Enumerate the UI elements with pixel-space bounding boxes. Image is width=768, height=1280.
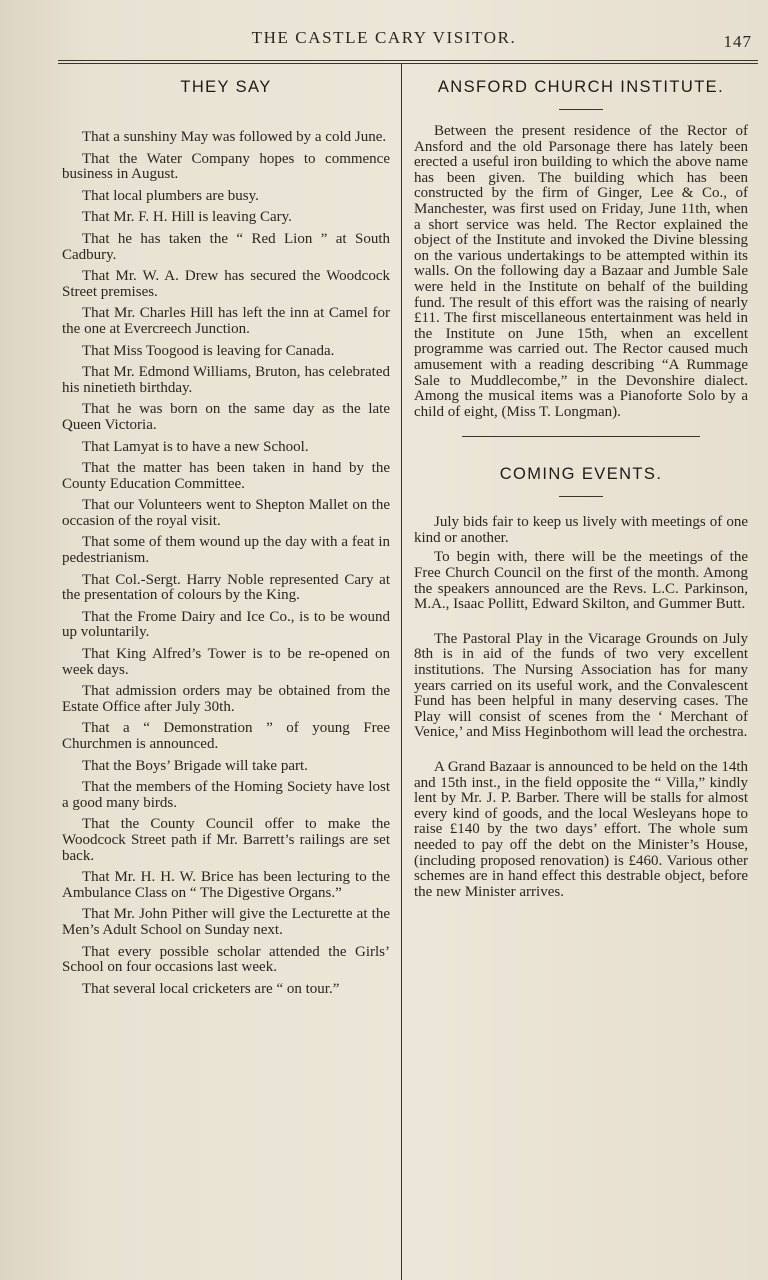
they-say-column bbox=[62, 78, 390, 1003]
they-say-item: That the Boys’ Brigade will take part. bbox=[82, 757, 308, 774]
they-say-heading: THEY SAY bbox=[180, 78, 272, 96]
coming-events-rule bbox=[559, 496, 603, 497]
header-rule bbox=[58, 60, 758, 61]
they-say-item: That the matter has been taken in hand by the County Education Committee. bbox=[62, 460, 390, 492]
event-paragraph: A Grand Bazaar is announced to be held on the 14th and 15th inst., in the field opposite the “ Villa,” kindly lent by Mr. J. P. Barber. There will be stalls for almost every kind of goods, and the local Wesleyans hope to raise £140 by the two days’ effort. The whole sum needed to pay off the debt on the Minister’s House, (including proposed renovation) is £460. Various other schemes are in hand effect this destrable object, before the new Minister arrives. bbox=[414, 759, 748, 900]
they-say-item: That the Frome Dairy and Ice Co., is to be wound up voluntarily. bbox=[62, 608, 390, 641]
ansford-heading: ANSFORD CHURCH INSTITUTE. bbox=[437, 78, 725, 96]
they-say-item: That Mr. H. H. W. Brice has been lecturing to the Ambulance Class on “ The Digestive Organs.” bbox=[62, 869, 390, 901]
they-say-item: That King Alfred’s Tower is to be re-opened on week days. bbox=[62, 646, 390, 678]
they-say-list bbox=[62, 130, 390, 997]
they-say-item: That our Volunteers went to Shepton Mallet on the occasion of the royal visit. bbox=[62, 497, 390, 529]
event-paragraph: The Pastoral Play in the Vicarage Grounds on July 8th is in aid of the funds of two very excellent institutions. The Nursing Association has for many years carried on its useful work, and the Convalescent Fund has been helpful in many deserving cases. The Play will consist of scenes from the ‘ Merchant of Venice,’ and Miss Heginbothom will lead the orchestra. bbox=[414, 630, 748, 741]
they-say-item: That Mr. John Pither will give the Lecturette at the Men’s Adult School on Sunday next. bbox=[62, 906, 390, 938]
coming-events-section bbox=[414, 465, 748, 900]
ansford-body: Between the present residence of the Rector of Ansford and the old Parsonage there has lately been erected a useful iron building to which the above name has been given. The building which has been constructed by the firm of Ginger, Lee & Co., of Manchester, was first used on Friday, June 11th, when a short service was held. The Rector explained the object of the Institute and invoked the Divine blessing on the various undertakings to be attempted within its walls. On the following day a Bazaar and Jumble Sale were held in the Institute on behalf of the building fund. The result of this effort was the raising of nearly £11. The first miscellaneous entertainment was held in the Institute on June 15th, when an excellent programme was carried out. The Rector caused much amusement with a reading describing “A Rummage Sale to Muddlecombe,” in the Devonshire dialect. Among the musical items was a Pianoforte Solo by a child of eight, (Miss T. Longman). bbox=[414, 123, 748, 420]
page-number: 147 bbox=[723, 32, 752, 51]
they-say-item: That admission orders may be obtained from the Estate Office after July 30th. bbox=[62, 683, 390, 715]
header-rule-double bbox=[58, 63, 758, 64]
section-separator bbox=[462, 436, 700, 437]
running-head: THE CASTLE CARY VISITOR. bbox=[251, 28, 517, 47]
they-say-item: That the members of the Homing Society have lost a good many birds. bbox=[62, 779, 390, 811]
they-say-item: That he was born on the same day as the late Queen Victoria. bbox=[62, 401, 390, 433]
they-say-item: That Lamyat is to have a new School. bbox=[82, 438, 309, 455]
they-say-item: That Col.-Sergt. Harry Noble represented Cary at the presentation of colours by the King. bbox=[62, 571, 390, 604]
they-say-item: That Mr. W. A. Drew has secured the Woodcock Street premises. bbox=[62, 268, 390, 300]
they-say-item: That Mr. Charles Hill has left the inn at Camel for the one at Evercreech Junction. bbox=[62, 305, 390, 337]
they-say-item: That he has taken the “ Red Lion ” at South Cadbury. bbox=[62, 230, 390, 263]
column-divider bbox=[401, 64, 402, 1280]
they-say-item: That the County Council offer to make the Woodcock Street path if Mr. Barrett’s railings are set back. bbox=[62, 816, 390, 864]
they-say-item: That several local cricketers are “ on tour.” bbox=[82, 980, 340, 997]
they-say-item: That Miss Toogood is leaving for Canada. bbox=[82, 342, 335, 359]
they-say-item: That Mr. Edmond Williams, Bruton, has celebrated his ninetieth birthday. bbox=[62, 364, 390, 396]
they-say-item: That local plumbers are busy. bbox=[82, 187, 259, 204]
ansford-article bbox=[414, 124, 748, 420]
coming-events-heading: COMING EVENTS. bbox=[499, 465, 663, 484]
event-paragraph: July bids fair to keep us lively with meetings of one kind or another. bbox=[414, 514, 748, 546]
coming-events-list bbox=[414, 515, 748, 900]
ansford-heading-rule bbox=[559, 109, 603, 110]
they-say-item: That the Water Company hopes to commence business in August. bbox=[62, 150, 390, 183]
they-say-item: That Mr. F. H. Hill is leaving Cary. bbox=[82, 209, 292, 226]
they-say-item: That a “ Demonstration ” of young Free Churchmen is announced. bbox=[62, 720, 390, 752]
right-column bbox=[414, 78, 748, 904]
event-paragraph: To begin with, there will be the meetings of the Free Church Council on the first of the month. Among the speakers announced are the Revs. L.C. Parkinson, M.A., Isaac Pollitt, Edward Skilton, and Gummer Butt. bbox=[414, 549, 748, 613]
they-say-item: That some of them wound up the day with a feat in pedestrianism. bbox=[62, 534, 390, 567]
they-say-item: That every possible scholar attended the Girls’ School on four occasions last week. bbox=[62, 943, 390, 976]
they-say-item: That a sunshiny May was followed by a cold June. bbox=[82, 129, 387, 145]
